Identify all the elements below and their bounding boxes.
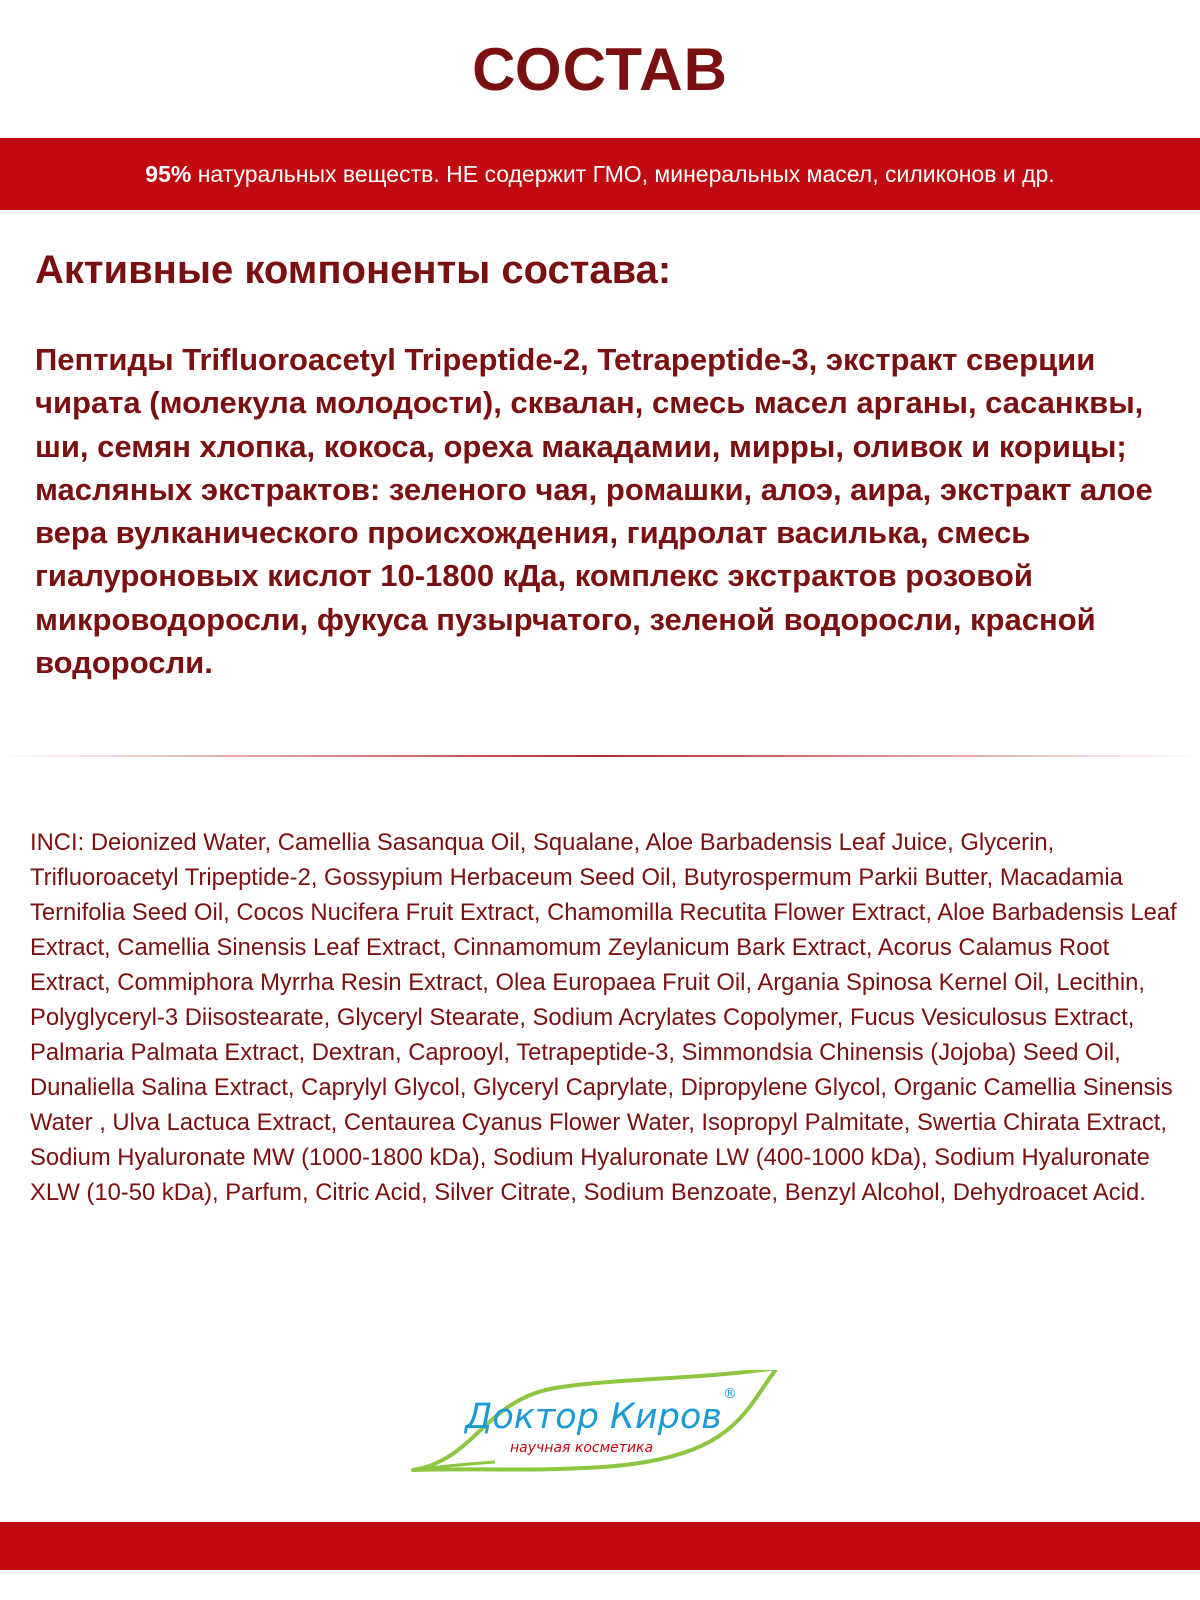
page-title: СОСТАВ: [472, 36, 728, 103]
active-components-heading: Активные компоненты состава:: [35, 248, 672, 292]
natural-percent: 95%: [145, 161, 192, 187]
natural-info-text: натуральных веществ. НЕ содержит ГМО, минеральных масел, силиконов и др.: [191, 161, 1055, 187]
registered-mark: ®: [723, 1386, 737, 1402]
natural-info-banner: [0, 138, 1200, 210]
brand-name: Доктор Киров: [465, 1397, 722, 1437]
active-components-text: Пептиды Trifluoroacetyl Tripeptide-2, Tetrapeptide-3, экстракт сверции чирата (молекула молодости), сквалан, смесь масел арганы, сасанквы, ши, семян хлопка, кокоса, ореха макадамии, мирры, оливок и корицы; масляных экстрактов: зеленого чая, ромашки, алоэ, аира, экстракт алое вера вулканического происхождения, гидролат василька, смесь гиалуроновых кислот 10-1800 кДа, комплекс экстрактов розовой микроводоросли, фукуса пузырчатого, зеленой водоросли, красной водоросли.: [35, 342, 1153, 681]
brand-tagline: научная косметика: [510, 1440, 654, 1456]
section-divider: [0, 755, 1200, 757]
bottom-bar: [0, 1522, 1200, 1570]
brand-logo: [405, 1370, 795, 1482]
inci-list: INCI: Deionized Water, Camellia Sasanqua Oil, Squalane, Aloe Barbadensis Leaf Juice, Glycerin, Trifluoroacetyl Tripeptide-2, Gossypium Herbaceum Seed Oil, Butyrospermum Parkii Butter, Macadamia Ternifolia Seed Oil, Cocos Nucifera Fruit Extract, Chamomilla Recutita Flower Extract, Aloe Barbadensis Leaf Extract, Camellia Sinensis Leaf Extract, Cinnamomum Zeylanicum Bark Extract, Acorus Calamus Root Extract, Commiphora Myrrha Resin Extract, Olea Europaea Fruit Oil, Argania Spinosa Kernel Oil, Lecithin, Polyglyceryl-3 Diisostearate, Glyceryl Stearate, Sodium Acrylates Copolymer, Fucus Vesiculosus Extract, Palmaria Palmata Extract, Dextran, Caprooyl, Tetrapeptide-3, Simmondsia Chinensis (Jojoba) Seed Oil, Dunaliella Salina Extract, Caprylyl Glycol, Glyceryl Caprylate, Dipropylene Glycol, Organic Camellia Sinensis Water , Ulva Lactuca Extract, Centaurea Cyanus Flower Water, Isopropyl Palmitate, Swertia Chirata Extract, Sodium Hyaluronate MW (1000-1800 kDa), Sodium Hyaluronate LW (400-1000 kDa), Sodium Hyaluronate XLW (10-50 kDa), Parfum, Citric Acid, Silver Citrate, Sodium Benzoate, Benzyl Alcohol, Dehydroacet Acid.: [30, 829, 1177, 1206]
